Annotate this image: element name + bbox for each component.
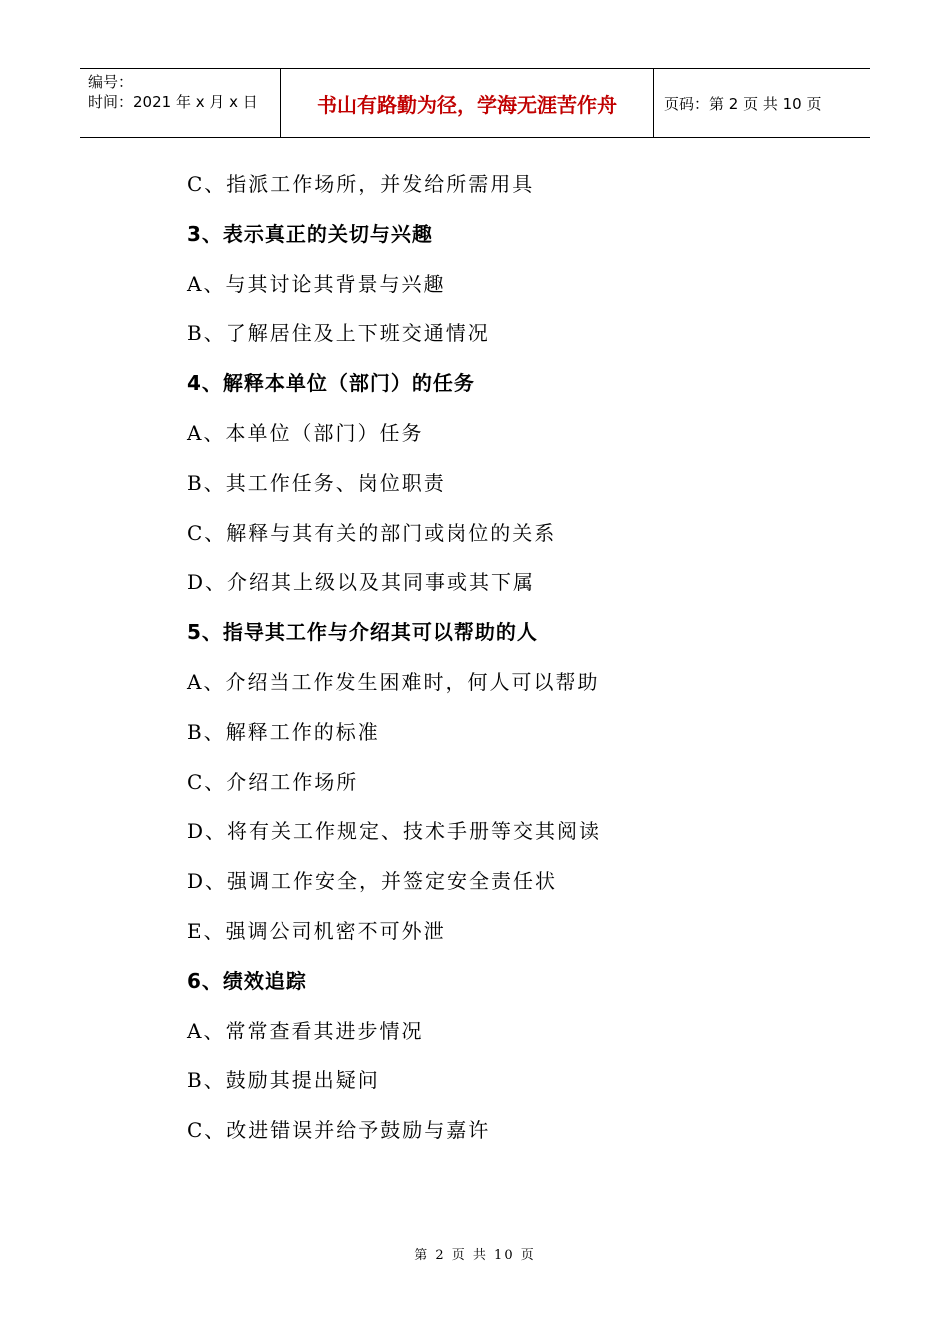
document-number-label: 编号：	[88, 73, 134, 91]
list-item: C、改进错误并给予鼓励与嘉许	[187, 1118, 491, 1143]
list-item: A、本单位（部门）任务	[187, 420, 424, 445]
list-item: C、解释与其有关的部门或岗位的关系	[187, 520, 557, 545]
list-item: B、解释工作的标准	[187, 719, 380, 744]
section-heading: 3、表示真正的关切与兴趣	[187, 221, 433, 246]
header-motto: 书山有路勤为径，学海无涯苦作舟	[281, 69, 654, 137]
document-date: 时间：2021 年 x 月 x 日	[88, 93, 258, 111]
header-page-info: 页码：第 2 页 共 10 页	[664, 94, 822, 113]
list-item: D、将有关工作规定、技术手册等交其阅读	[187, 819, 602, 844]
list-item: A、与其讨论其背景与兴趣	[187, 271, 446, 296]
list-item: E、强调公司机密不可外泄	[187, 918, 446, 943]
list-item: C、介绍工作场所	[187, 769, 359, 794]
page-footer: 第 2 页 共 10 页	[414, 1248, 536, 1263]
page-header	[80, 68, 870, 138]
list-item: C、指派工作场所，并发给所需用具	[187, 172, 535, 196]
list-item: B、其工作任务、岗位职责	[187, 470, 446, 495]
header-meta	[80, 69, 281, 137]
section-heading: 4、解释本单位（部门）的任务	[187, 371, 475, 396]
list-item: A、常常查看其进步情况	[187, 1018, 424, 1043]
list-item: A、介绍当工作发生困难时，何人可以帮助	[187, 669, 600, 694]
list-item: D、介绍其上级以及其同事或其下属	[187, 570, 536, 595]
list-item: B、鼓励其提出疑问	[187, 1068, 380, 1093]
list-item: D、强调工作安全，并签定安全责任状	[187, 869, 558, 894]
section-heading: 5、指导其工作与介绍其可以帮助的人	[187, 620, 538, 645]
list-item: B、了解居住及上下班交通情况	[187, 321, 490, 346]
document-body	[187, 166, 847, 1162]
section-heading: 6、绩效追踪	[187, 968, 307, 993]
